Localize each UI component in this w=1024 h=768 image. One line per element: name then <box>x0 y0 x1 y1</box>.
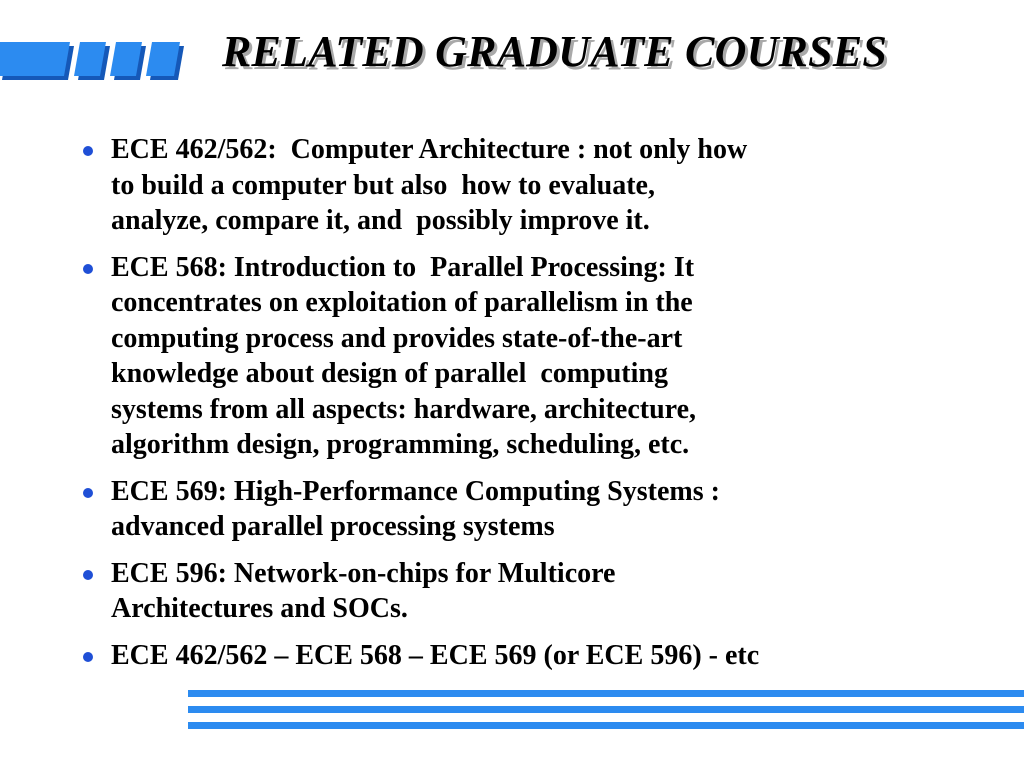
logo-blocks <box>0 40 190 80</box>
bullet-text: ECE 462/562: Computer Architecture : not only how to build a computer but also how to evaluate, analyze, compare it, and possibly improve it. <box>111 134 748 236</box>
bullet-text: ECE 596: Network-on-chips for Multicore Architectures and SOCs. <box>111 557 616 624</box>
bullet-item-ece-462-562 <box>80 132 920 239</box>
bullet-dot-icon <box>83 488 93 498</box>
bullet-text: ECE 568: Introduction to Parallel Processing: It concentrates on exploitation of parallelism in the computing process and provides state-of-the-art knowledge about design of parallel computing systems from all aspects: hardware, architecture, algorithm design, programming, scheduling, etc. <box>111 251 697 460</box>
bullet-item-ece-569 <box>80 474 920 545</box>
footer-stripes <box>188 690 1024 730</box>
bullet-item-ece-596 <box>80 556 920 627</box>
bullet-dot-icon <box>83 264 93 274</box>
page-title: RELATED GRADUATE COURSES <box>222 27 887 76</box>
bullet-list <box>80 132 920 684</box>
bullet-item-ece-568 <box>80 250 920 463</box>
bullet-dot-icon <box>83 146 93 156</box>
bullet-dot-icon <box>83 570 93 580</box>
bullet-text: ECE 462/562 – ECE 568 – ECE 569 (or ECE 596) - etc <box>111 639 760 671</box>
bullet-dot-icon <box>83 652 93 662</box>
bullet-text: ECE 569: High-Performance Computing Systems : advanced parallel processing systems <box>111 475 720 542</box>
bullet-item-course-sequence <box>80 638 920 674</box>
